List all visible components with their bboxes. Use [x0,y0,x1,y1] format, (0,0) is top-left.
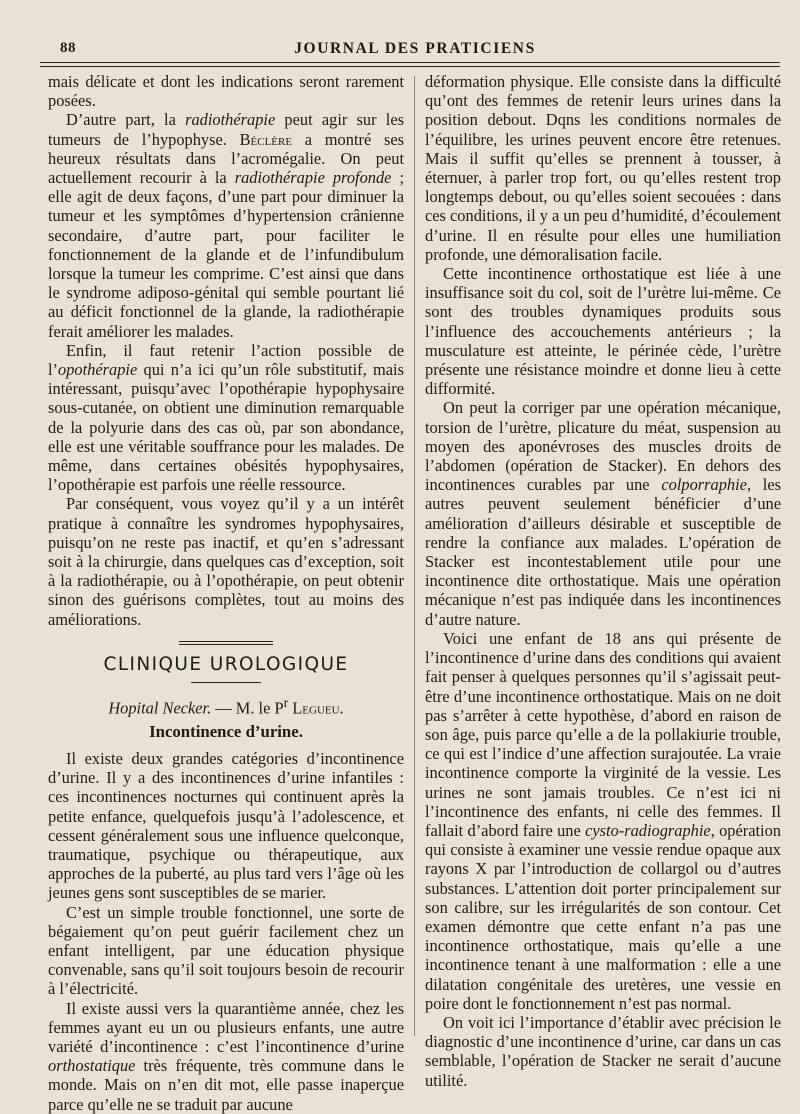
text-run: très fréquente, très commune dans le monde. Mais on n’en dit mot, elle passe inaperçue parce qu’elle ne se traduit par aucune [48,1056,404,1114]
text-run: Il existe aussi vers la quarantième année, chez les femmes ayant eu un ou plusieurs enfants, une autre variété d’incontinence : c’est l’incontinence d’urine [48,998,404,1057]
hospital-byline [48,693,404,718]
italic-term: radiothérapie [185,110,276,130]
column-divider [414,76,415,1036]
italic-term: radiothérapie profonde [234,168,392,188]
header-rule [40,62,780,63]
article-title: Incontinence d’urine. [149,721,303,741]
italic-term: orthostatique [48,1056,136,1076]
section-heading [48,641,404,683]
page-header [48,40,782,62]
italic-term: cysto-radiographie [585,820,711,840]
section-title: CLINIQUE UROLOGIQUE [103,653,349,675]
paragraph [425,398,781,628]
section-rule-bottom [191,682,261,683]
paragraph [48,999,404,1114]
text-run: qui n’a ici qu’un rôle substitutif, mais intéressant, puisqu’avec l’opothérapie hypophysaire sous-cutanée, on obtient une diminution remarquable de la polyurie dans des cas où, par son abondance, elle est une véritable souffrance pour les malades. De même, dans certaines obésités hypophysaires, l’opothérapie est parfois une réelle ressource. [48,360,404,495]
text-run: peut agir sur les tumeurs de l’hypophyse. [48,110,404,149]
text-run: , les autres peuvent seulement bénéficier d’une amélioration d’ailleurs désirable et susceptible de rendre la confiance aux malades. L’opération de Stacker est incontestablement utile pour une incontinence dite orthostatique. Mais une opération mécanique n’est pas indiquée dans les incontinences d’autre nature. [425,475,781,629]
text-run: D’autre part, la [66,110,186,130]
author-name: Béclère [239,129,293,149]
right-column [425,72,781,1090]
author-name: Legueu. [288,698,344,718]
paragraph: On voit ici l’importance d’établir avec précision le diagnostic d’une incontinence d’urine, car dans un cas semblable, l’opération de Stacker ne serait d’aucune utilité. [425,1012,781,1090]
hospital-name: Hopital Necker. [108,698,212,718]
running-title: JOURNAL DES PRATICIENS [294,40,536,57]
paragraph [48,110,404,340]
paragraph [48,341,404,495]
left-column [48,72,404,1114]
text-run: , opération qui consiste à examiner une vessie rendue opaque aux rayons X par l’introduction de collargol ou d’autres substances. L’attention doit porter principalement sur son calibre, sur les irrégularités de son contour. Cet examen démontre que cette enfant n’a pas une incontinence orthostatique, mais qu’elle a une incontinence tenant à une malformation : elle a une dilatation congénitale des uretères, une vessie en poire dont le fonctionnement n’est pas normal. [425,820,782,1013]
italic-term: opothérapie [58,360,138,380]
paragraph: Il existe deux grandes catégories d’incontinence d’urine. Il y a des incontinences d’urine infantiles : ces incontinences nocturnes qui continuent après la petite enfance, quelquefois jusqu’à l’adolescence, et cessent généralement sous une influence quelconque, traumatique, psychique ou thérapeutique, aux approches de la puberté, au plus tard vers l’âge où les jeunes gens sont susceptibles de se marier. [48,748,404,903]
superscript: r [283,695,289,711]
text-run: On peut la corriger par une opération mécanique, torsion de l’urètre, plicature du méat, suspension au moyen des aponévroses des muscles droits de l’abdomen (opération de Stacker). En dehors des incontinences curables par une [425,398,781,495]
paragraph: Par conséquent, vous voyez qu’il y a un intérêt pratique à connaître les syndromes hypophysaires, puisqu’on ne reste pas inactif, et qu’en s’adressant soit à la chirurgie, dans quelques cas d’exception, soit à la radiothérapie, ou à l’opothérapie, on peut obtenir sinon des guérisons complètes, tout au moins des améliorations. [48,494,404,629]
paragraph: C’est un simple trouble fonctionnel, une sorte de bégaiement qu’on peut guérir facilement chez un enfant intelligent, par une éducation physique convenable, sans qu’il soit toujours besoin de recourir à l’électricité. [48,902,404,999]
section-rule-top [179,641,273,645]
paragraph [425,629,781,1013]
text-run: ; elle agit de deux façons, d’une part pour diminuer la tumeur et les symptômes d’hypertension crânienne secondaire, d’autre part, pour faciliter le fonctionnement de la glande et de l’infundibulum lorsque la tumeur les comprime. C’est ainsi que dans le syndrome adiposo-génital qui semble pourtant lié au déficit fonctionnel de la glande, la radiothérapie ferait améliorer les malades. [48,168,404,341]
text-run: — M. le P [211,698,284,718]
page-number: 88 [60,40,76,56]
paragraph: déformation physique. Elle consiste dans la difficulté qu’ont des femmes de retenir leurs urines dans la position debout. Dqns les conditions normales de l’équilibre, les urines peuvent encore être retenues. Mais il suffit qu’elles se prennent à tousser, à éternuer, à parler trop fort, ou qu’elles restent trop longtemps debout, ou qu’elles soient secouées : dans ces conditions, il y a un peu d’humidité, d’écoulement d’urine. Il en résulte pour elles une humiliation profonde, une démoralisation facile. [425,72,781,264]
text-run: Enfin, il faut retenir l’action possible de l’ [48,340,404,380]
italic-term: colporraphie [661,475,747,495]
text-run: Voici une enfant de 18 ans qui présente de l’incontinence d’urine dans des conditions qui avaient fait penser à quelques personnes qu’il s’agissait peut-être d’une incontinence orthostatique. Mais on ne doit pas s’arrêter à cette hypothèse, d’abord en raison de son âge, puis parce qu’elle a de la pollakiurie trouble, ce qui est l’indice d’une affection surajoutée. La vraie incontinence comporte la virginité de la vessie. Les urines ne sont jamais troubles. Ce n’est ici ni l’incontinence des enfants, ni celle des femmes. Il fallait d’abord faire une [425,628,781,840]
paragraph: Cette incontinence orthostatique est liée à une insuffisance soit du col, soit de l’urètre lui-même. Ce sont des troubles dynamiques produits sous l’influence des accouchements antérieurs ; la musculature est atteinte, le périnée cède, l’urètre présente une résistance moindre et donne lieu à cette difformité. [425,264,781,399]
text-run: a montré ses heureux résultats dans l’acromégalie. On peut actuellement recourir à la [48,129,404,188]
header-rule-thin [40,66,780,67]
paragraph: mais délicate et dont les indications seront rarement posées. [48,72,404,111]
